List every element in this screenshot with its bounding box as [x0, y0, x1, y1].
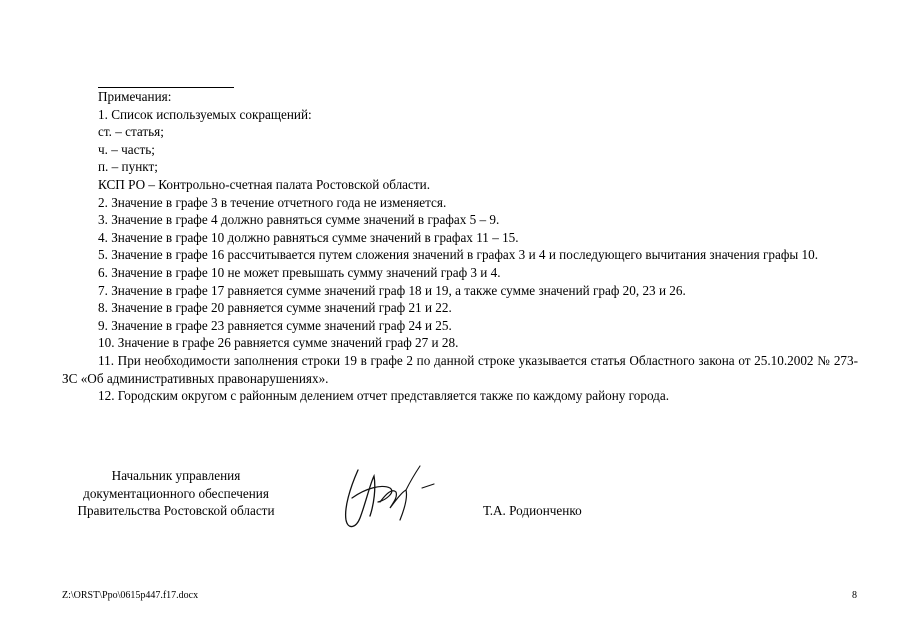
note-item-11: 11. При необходимости заполнения строки 19 в графе 2 по данной строке указывается статья Областного закона от 25.10.2002 № 273-ЗС «Об административных правонарушениях». — [62, 352, 858, 386]
abbreviation-st: ст. – статья; — [98, 124, 164, 140]
signatory-title-line-2: документационного обеспечения — [83, 485, 269, 501]
note-item-2: 2. Значение в графе 3 в течение отчетного года не изменяется. — [98, 194, 447, 210]
note-item-4: 4. Значение в графе 10 должно равняться сумме значений в графах 11 – 15. — [98, 229, 519, 245]
abbreviation-ch: ч. – часть; — [98, 141, 155, 157]
note-item-9: 9. Значение в графе 23 равняется сумме значений граф 24 и 25. — [98, 317, 452, 333]
note-item-1: 1. Список используемых сокращений: — [98, 106, 312, 122]
note-item-7: 7. Значение в графе 17 равняется сумме значений граф 18 и 19, а также сумме значений граф 20, 23 и 26. — [98, 282, 686, 298]
handwritten-signature — [330, 458, 440, 538]
notes-heading: Примечания: — [98, 89, 172, 104]
signatory-name: Т.А. Родионченко — [483, 503, 582, 518]
footer-page-number: 8 — [852, 590, 857, 601]
signatory-title-line-3: Правительства Ростовской области — [77, 503, 275, 519]
note-item-8: 8. Значение в графе 20 равняется сумме значений граф 21 и 22. — [98, 300, 452, 316]
note-item-5: 5. Значение в графе 16 рассчитывается путем сложения значений в графах 3 и 4 и последующего вычитания значения графы 10. — [98, 247, 819, 263]
abbreviation-p: п. – пункт; — [98, 159, 158, 175]
note-item-12: 12. Городским округом с районным делением отчет представляется также по каждому району города. — [98, 388, 670, 404]
note-item-6: 6. Значение в графе 10 не может превышать сумму значений граф 3 и 4. — [98, 264, 501, 280]
notes-section — [62, 88, 858, 405]
signatory-title-line-1: Начальник управления — [111, 468, 241, 483]
abbreviation-ksp: КСП РО – Контрольно-счетная палата Ростовской области. — [98, 176, 430, 192]
signatory-title — [60, 467, 292, 520]
note-item-10: 10. Значение в графе 26 равняется сумме значений граф 27 и 28. — [98, 335, 459, 351]
note-item-3: 3. Значение в графе 4 должно равняться сумме значений в графах 5 – 9. — [98, 212, 500, 228]
footer-file-path: Z:\ORST\Ppo\0615p447.f17.docx — [62, 590, 199, 601]
